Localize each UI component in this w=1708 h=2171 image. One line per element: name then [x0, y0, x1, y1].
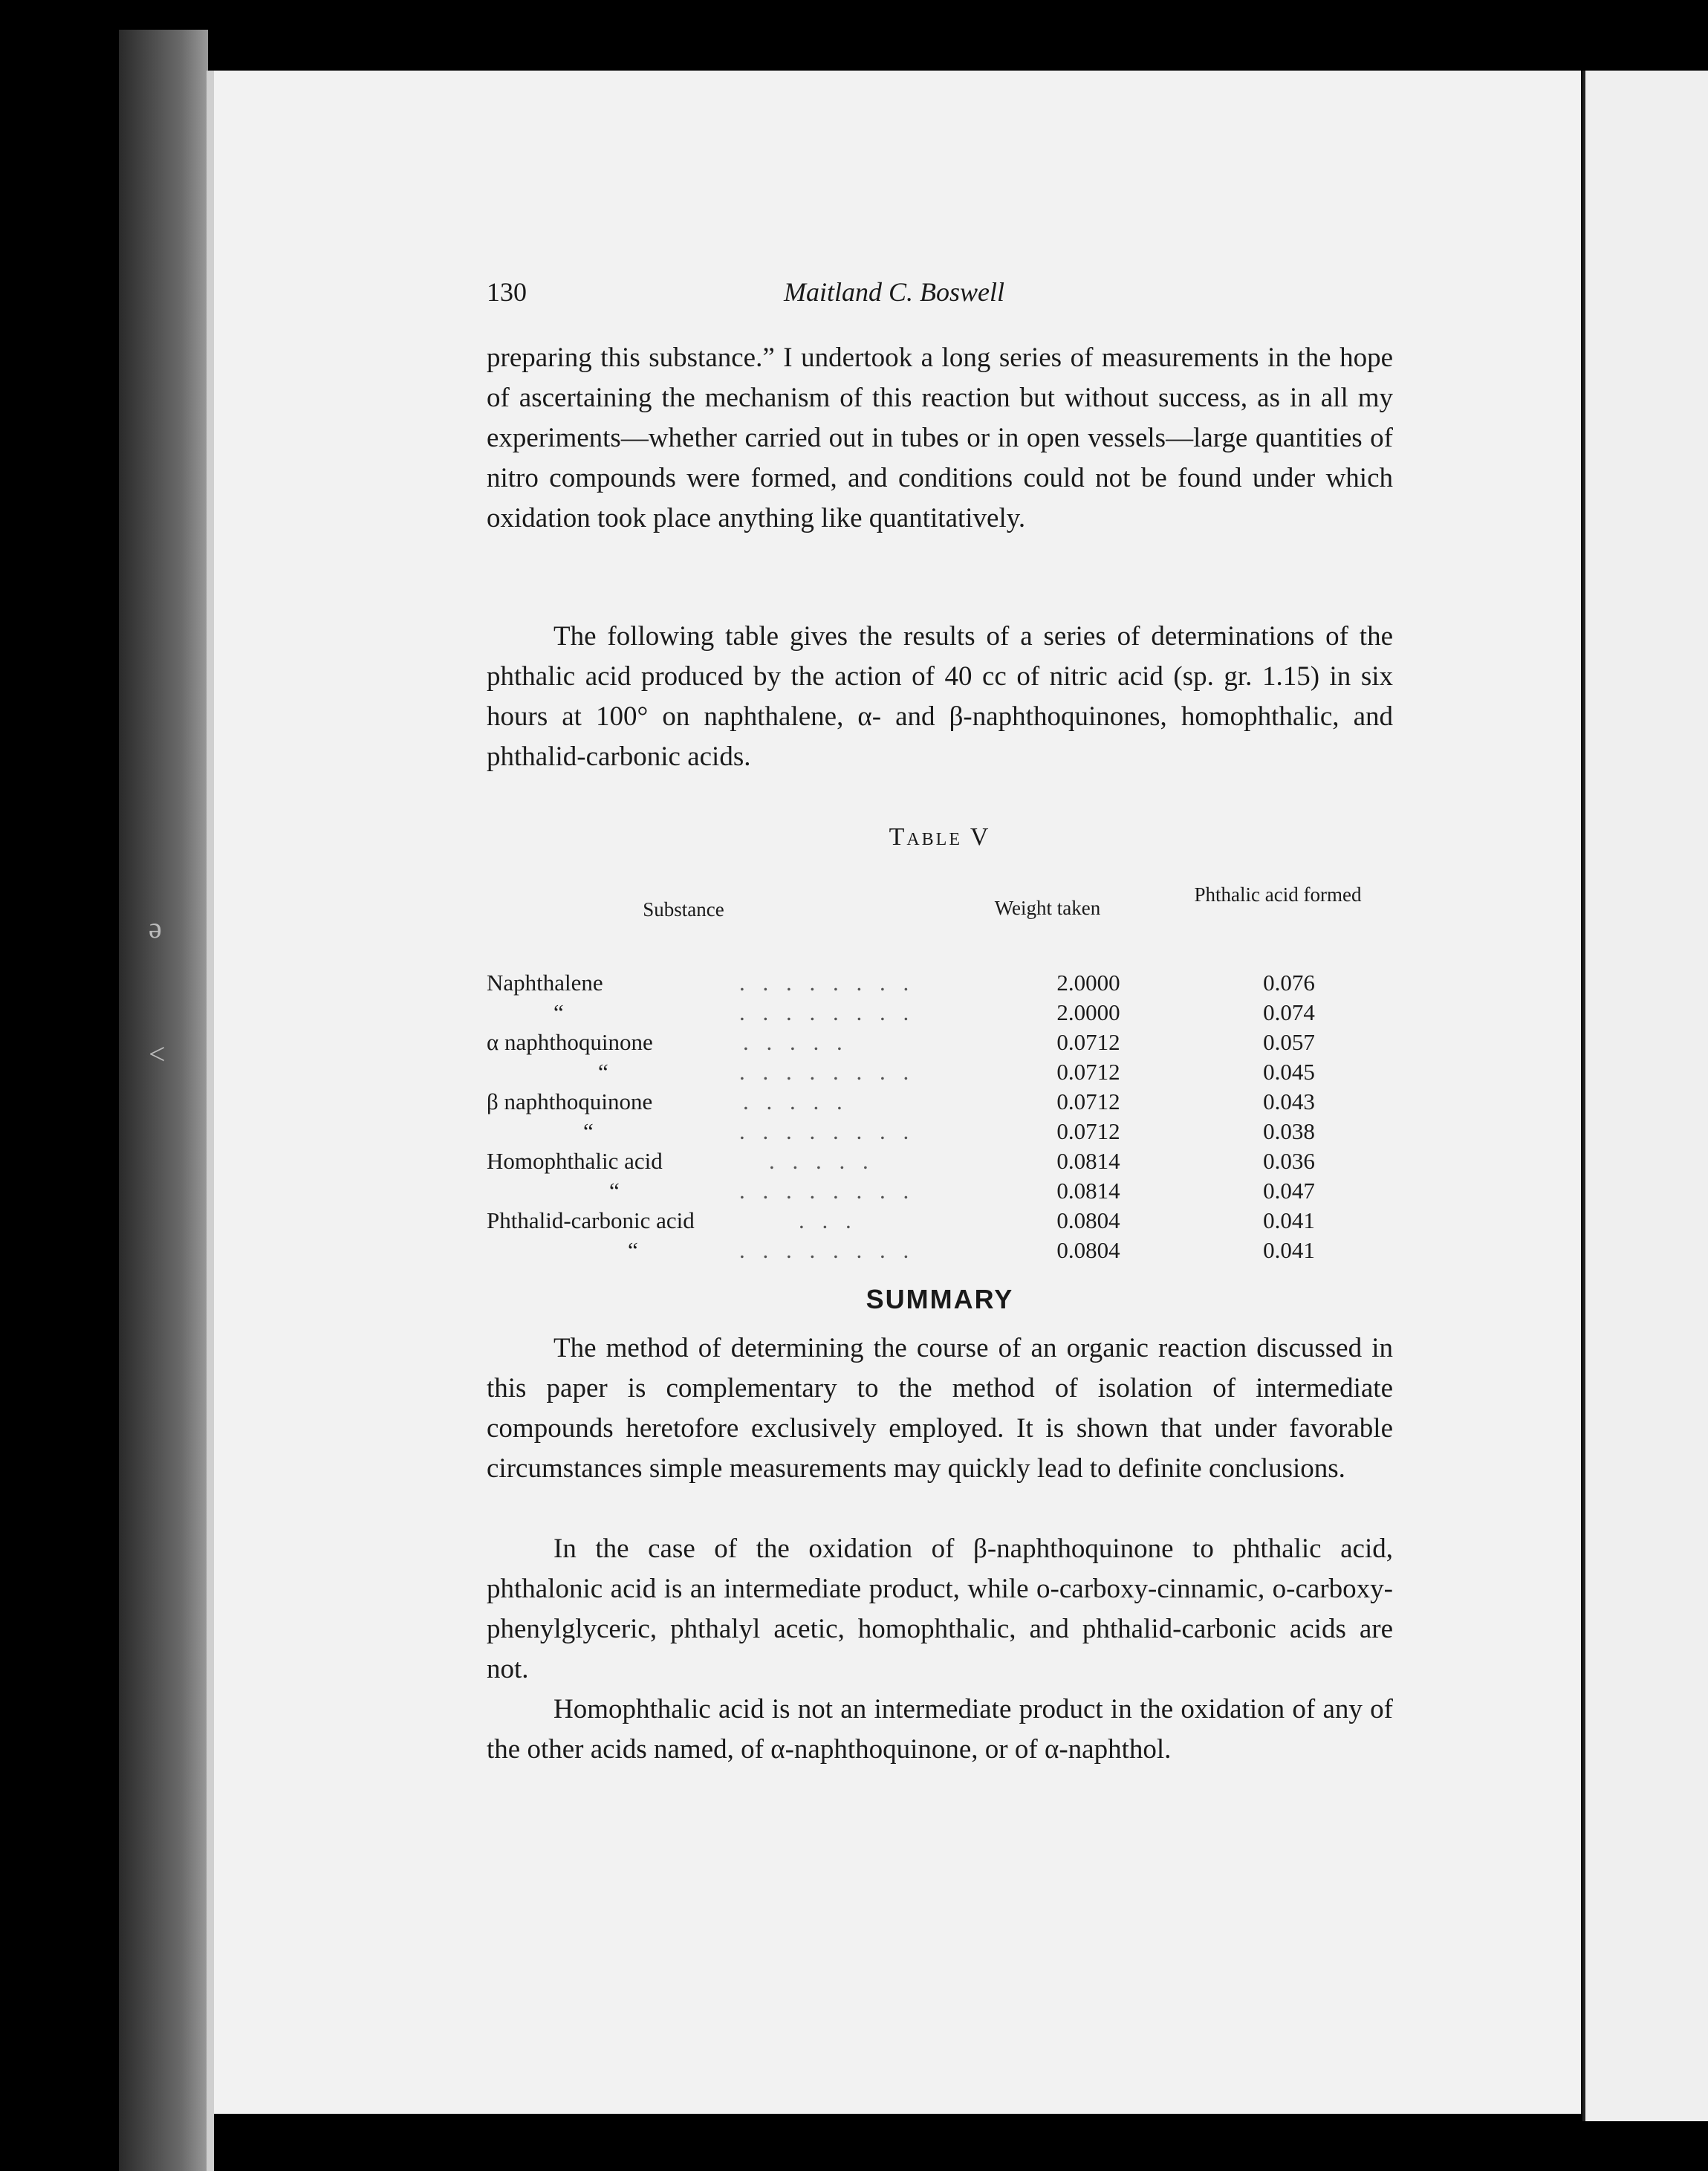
cell-phthalic: 0.038 — [1263, 1118, 1315, 1144]
cell-substance: “ — [628, 1237, 638, 1263]
summary-paragraph: The method of determining the course of an organic reaction discussed in this paper is complementary to the method of isolation of intermediate compounds heretofore exclusively employed. It is shown that under favorable circumstances simple measurements may quickly lead to definite conclusions. — [487, 1333, 1393, 1484]
cell-weight: 0.0712 — [1056, 1059, 1120, 1085]
page-number: 130 — [487, 277, 527, 307]
cell-weight: 0.0814 — [1056, 1148, 1120, 1174]
cell-phthalic: 0.041 — [1263, 1237, 1315, 1263]
column-header-phthalic: Phthalic acid formed — [1194, 883, 1362, 906]
page-header — [487, 276, 1393, 321]
leader-dots: . . . — [799, 1207, 857, 1233]
cell-phthalic: 0.041 — [1263, 1207, 1315, 1233]
cell-phthalic: 0.074 — [1263, 999, 1315, 1025]
cell-phthalic: 0.036 — [1263, 1148, 1315, 1174]
summary-heading: SUMMARY — [866, 1284, 1014, 1314]
table-row — [487, 970, 1393, 999]
running-head: Maitland C. Boswell — [784, 277, 1004, 307]
column-header-substance: Substance — [643, 898, 724, 921]
leader-dots: . . . . . — [743, 1029, 848, 1055]
table-row — [487, 1237, 1393, 1267]
cell-weight: 0.0712 — [1056, 1029, 1120, 1055]
table-row — [487, 1148, 1393, 1178]
cell-substance: “ — [598, 1059, 608, 1085]
cell-phthalic: 0.047 — [1263, 1178, 1315, 1204]
column-header-weight: Weight taken — [994, 897, 1101, 919]
leader-dots: . . . . . — [743, 1088, 848, 1114]
table-row — [487, 1029, 1393, 1059]
table-row — [487, 1207, 1393, 1237]
leader-dots: . . . . . . . . — [739, 970, 915, 996]
cell-substance: Homophthalic acid — [487, 1148, 663, 1174]
body-paragraph: preparing this substance.” I undertook a long series of measurements in the hope of ascertaining the mechanism of this reaction but without success, as in all my experiments—whether carried out in tubes or in open vessels—large quantities of nitro compounds were formed, and conditions could not be found under which oxidation took place anything like quantitatively. — [487, 343, 1393, 533]
cell-weight: 0.0712 — [1056, 1088, 1120, 1114]
cell-phthalic: 0.076 — [1263, 970, 1315, 996]
summary-paragraph: In the case of the oxidation of β-naphthoquinone to phthalic acid, phthalonic acid is an intermediate product, while o-carboxy-cinnamic, o-carboxy-phenylglyceric, phthalyl acetic, homophthalic, and phthalid-carbonic acids are not. — [487, 1534, 1393, 1684]
table-row — [487, 1059, 1393, 1088]
table-row — [487, 1118, 1393, 1148]
cell-weight: 0.0804 — [1056, 1237, 1120, 1263]
margin-mark: < — [149, 1037, 166, 1071]
leader-dots: . . . . . . . . — [739, 999, 915, 1025]
cell-weight: 2.0000 — [1056, 999, 1120, 1025]
cell-phthalic: 0.043 — [1263, 1088, 1315, 1114]
cell-weight: 0.0814 — [1056, 1178, 1120, 1204]
leader-dots: . . . . . — [769, 1148, 874, 1174]
cell-substance: Naphthalene — [487, 970, 603, 996]
cell-substance: “ — [609, 1178, 620, 1204]
table-row — [487, 1088, 1393, 1118]
leader-dots: . . . . . . . . — [739, 1059, 915, 1085]
table-title: Table V — [889, 823, 991, 851]
cell-substance: α naphthoquinone — [487, 1029, 653, 1055]
cell-phthalic: 0.057 — [1263, 1029, 1315, 1055]
cell-weight: 2.0000 — [1056, 970, 1120, 996]
cell-weight: 0.0712 — [1056, 1118, 1120, 1144]
book-binding — [119, 30, 208, 2171]
cell-phthalic: 0.045 — [1263, 1059, 1315, 1085]
margin-mark: ə — [149, 911, 162, 944]
leader-dots: . . . . . . . . — [739, 1237, 915, 1263]
body-paragraph: The following table gives the results of a series of determinations of the phthalic acid produced by the action of 40 cc of nitric acid (sp. gr. 1.15) in six hours at 100° on naphthalene, α- and β-naphthoquinones, homophthalic, and phthalid-carbonic acids. — [487, 621, 1393, 772]
leader-dots: . . . . . . . . — [739, 1178, 915, 1204]
cell-substance: Phthalid-carbonic acid — [487, 1207, 695, 1233]
cell-substance: β naphthoquinone — [487, 1088, 653, 1114]
facing-page-edge — [1582, 71, 1708, 2121]
table-row — [487, 999, 1393, 1029]
summary-paragraph: Homophthalic acid is not an intermediate product in the oxidation of any of the other acids named, of α-naphthoquinone, or of α-naphthol. — [487, 1694, 1393, 1765]
leader-dots: . . . . . . . . — [739, 1118, 915, 1144]
table-row — [487, 1178, 1393, 1207]
cell-substance: “ — [553, 999, 564, 1025]
cell-substance: “ — [583, 1118, 594, 1144]
cell-weight: 0.0804 — [1056, 1207, 1120, 1233]
page-edge — [207, 71, 214, 2171]
